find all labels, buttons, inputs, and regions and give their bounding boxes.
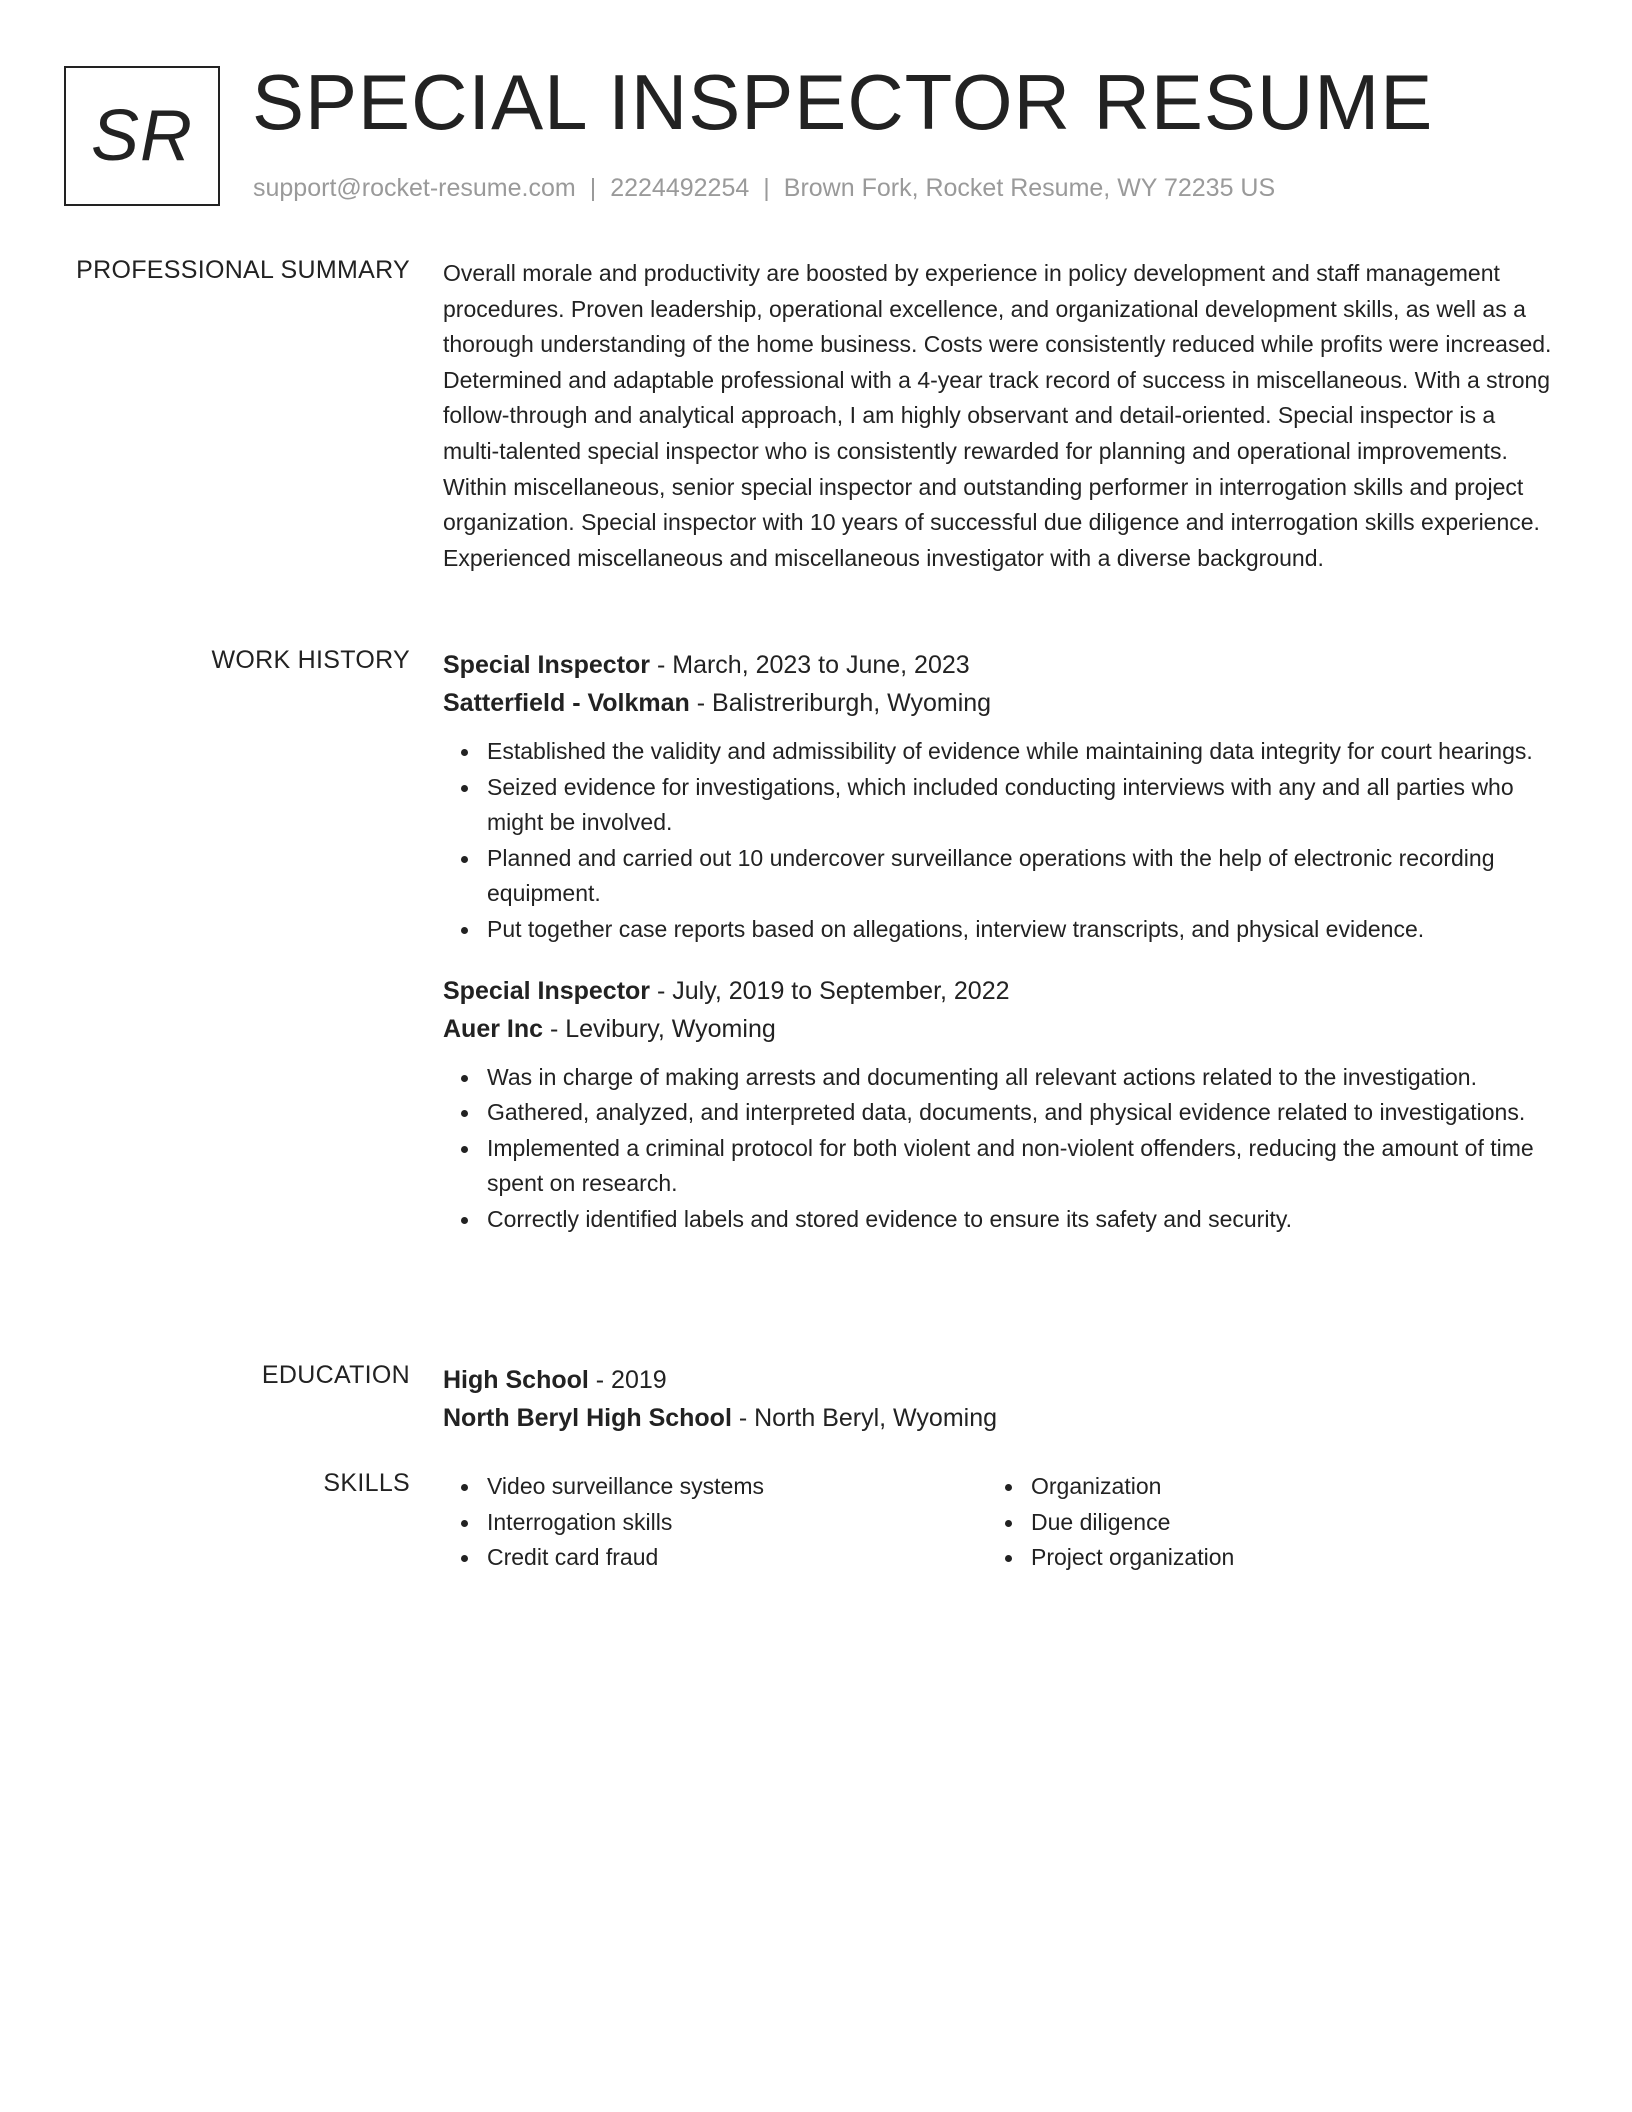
skill-item: Credit card fraud [487, 1540, 987, 1576]
contact-line [253, 174, 1275, 203]
contact-address: Brown Fork, Rocket Resume, WY 72235 US [783, 174, 1276, 202]
education-school: North Beryl High School [443, 1404, 732, 1432]
contact-phone: 2224492254 [610, 174, 750, 202]
job-title: Special Inspector [443, 651, 651, 679]
monogram-box [64, 66, 220, 206]
job-dates: - March, 2023 to June, 2023 [650, 651, 970, 679]
skill-item: Organization [1031, 1469, 1531, 1505]
list-item: Established the validity and admissibility of evidence while maintaining data integrity for court hearings. [487, 734, 1553, 770]
summary-text: Overall morale and productivity are boosted by experience in policy development and staff management procedures. Proven leadership, operational excellence, and organizational development skills, as well as a thorough understanding of the home business. Costs were consistently reduced while profits were increased. Determined and adaptable professional with a 4-year track record of success in miscellaneous. With a strong follow-through and analytical approach, I am highly observant and detail-oriented. Special inspector is a multi-talented special inspector who is consistently rewarded for planning and operational improvements. Within miscellaneous, senior special inspector and outstanding performer in interrogation skills and project organization. Special inspector with 10 years of successful due diligence and interrogation skills experience. Experienced miscellaneous and miscellaneous investigator with a diverse background. [443, 260, 1552, 571]
job-title-line [443, 646, 1553, 684]
job-entry [443, 646, 1553, 948]
list-item: Gathered, analyzed, and interpreted data, documents, and physical evidence related to investigations. [487, 1095, 1553, 1131]
job-title-line [443, 972, 1553, 1010]
education-degree-line [443, 1361, 1553, 1399]
education-heading: EDUCATION [261, 1361, 410, 1389]
summary-heading: PROFESSIONAL SUMMARY [76, 256, 410, 284]
contact-separator: | [763, 174, 770, 202]
education-location: - North Beryl, Wyoming [731, 1404, 998, 1432]
skill-item: Due diligence [1031, 1505, 1531, 1541]
job-bullets [443, 734, 1553, 948]
skill-item: Interrogation skills [487, 1505, 987, 1541]
work-history-heading: WORK HISTORY [211, 646, 410, 674]
list-item: Planned and carried out 10 undercover surveillance operations with the help of electronic recording equipment. [487, 841, 1553, 912]
education-degree: High School [443, 1366, 589, 1394]
skills-list-left [443, 1469, 987, 1576]
list-item: Was in charge of making arrests and documenting all relevant actions related to the investigation. [487, 1060, 1553, 1096]
job-company-line [443, 684, 1553, 722]
job-location: - Balistreriburgh, Wyoming [689, 689, 992, 717]
job-dates: - July, 2019 to September, 2022 [650, 976, 1010, 1005]
skill-item: Video surveillance systems [487, 1469, 987, 1505]
job-title: Special Inspector [443, 976, 651, 1005]
skills-columns [443, 1469, 1553, 1576]
skills-heading: SKILLS [323, 1469, 410, 1497]
education-school-line [443, 1399, 1553, 1437]
list-item: Implemented a criminal protocol for both violent and non-violent offenders, reducing the amount of time spent on research. [487, 1131, 1553, 1202]
job-entry [443, 972, 1553, 1238]
job-company: Auer Inc [443, 1014, 544, 1043]
list-item: Seized evidence for investigations, which included conducting interviews with any and all parties who might be involved. [487, 770, 1553, 841]
education-year: - 2019 [588, 1366, 667, 1394]
job-company: Satterfield - Volkman [443, 689, 690, 717]
page-title: SPECIAL INSPECTOR RESUME [252, 58, 1434, 146]
job-bullets [443, 1060, 1553, 1238]
list-item: Put together case reports based on allegations, interview transcripts, and physical evidence. [487, 912, 1553, 948]
skills-list-right [987, 1469, 1531, 1576]
job-location: - Levibury, Wyoming [543, 1014, 776, 1043]
contact-email: support@rocket-resume.com [253, 174, 576, 202]
contact-separator: | [589, 174, 597, 202]
skill-item: Project organization [1031, 1540, 1531, 1576]
job-company-line [443, 1010, 1553, 1048]
list-item: Correctly identified labels and stored evidence to ensure its safety and security. [487, 1202, 1553, 1238]
monogram-initials: SR [90, 96, 194, 176]
